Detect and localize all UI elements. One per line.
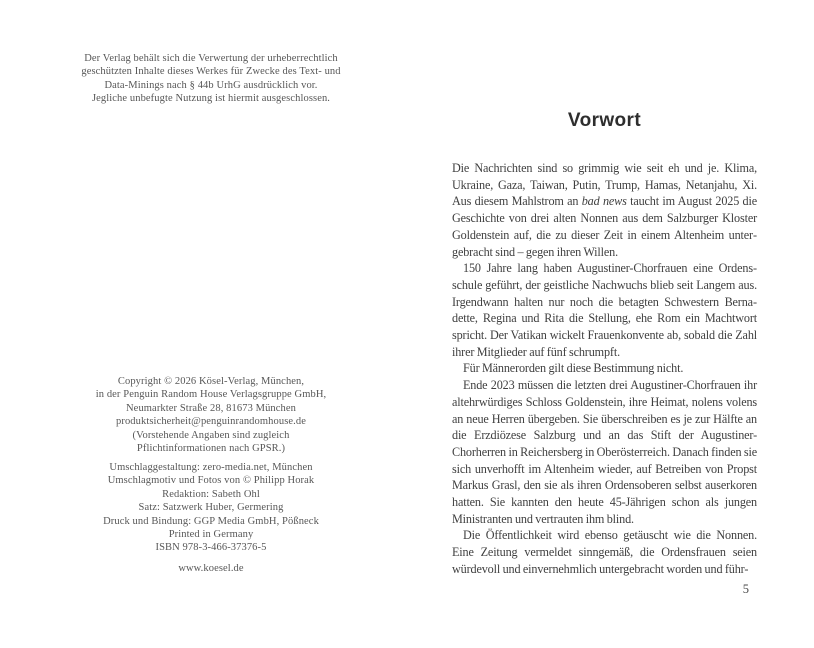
production-credits xyxy=(56,461,366,555)
text-line: Umschlagmotiv und Fotos von © Philipp Horak xyxy=(107,475,315,487)
text-run: Ende 2023 müssen die letzten drei Augustiner-Chorfrauen ihr altehrwürdiges Schloss Goldenstein, ihre Heimat, nolens volens an neue Herren übergeben. Sie überschreiben es je zur Hälfte an die Erzdiözese Salzburg und an das Stift der Augustiner-Chorherren in Reichersberg in Oberösterreich. Danach finden sie sich unverhofft im Altenheim wieder, auf Betreiben von Propst Markus Grasl, den sie als ihren Ordensoberen selbst auserkoren hatten. Sie kannten den heute 45-Jährigen schon als jungen Ministranten und vertrauten ihm blind. xyxy=(452,378,757,526)
paragraph xyxy=(452,260,757,360)
text-line: Neumarkter Straße 28, 81673 München xyxy=(126,402,296,414)
text-line: Pflichtinformationen nach GPSR.) xyxy=(136,443,286,455)
publisher-website: www.koesel.de xyxy=(178,563,244,574)
text-line: Satz: Satzwerk Huber, Germering xyxy=(138,502,284,514)
page-number: 5 xyxy=(742,582,749,596)
paragraph xyxy=(452,377,757,527)
text-run: Für Männerorden gilt diese Bestimmung nicht. xyxy=(463,361,684,376)
text-line: geschützten Inhalte dieses Werkes für Zwecke des Text- und xyxy=(81,66,341,78)
text-line: Data-Minings nach § 44b UrhG ausdrücklich vor. xyxy=(104,79,318,91)
text-run: 150 Jahre lang haben Augustiner-Chorfrauen eine Ordensschule geführt, der geistliche Nachwuchs blieb seit Langem aus. Irgendwann halten nur noch die betagten Schwestern Bernadette, Regina und Rita die Stellung, ehe Rom ein Machtwort spricht. Der Vatikan wickelt Frauenkonvente ab, sobald die Zahl ihrer Mitglieder auf fünf schrumpft. xyxy=(452,261,757,359)
text-line: Redaktion: Sabeth Ohl xyxy=(162,488,260,500)
text-line: Der Verlag behält sich die Verwertung der urheberrechtlich xyxy=(84,53,338,64)
body-text xyxy=(452,160,757,578)
text-run: taucht im August 2025 die Geschichte von drei alten Nonnen aus dem Salzburger Kloster Goldenstein auf, die zu dieser Zeit in einem Altenheim untergebracht sind – gegen ihren Willen. xyxy=(452,194,757,259)
text-line: Printed in Germany xyxy=(168,529,254,541)
rights-notice xyxy=(56,52,366,106)
copyright-block xyxy=(56,375,366,455)
text-run: Die Öffentlichkeit wird ebenso getäuscht wie die Nonnen. Eine Zeitung vermeldet sinngemäß, die Ordensfrauen seien würdevoll und einvernehmlich untergebracht worden und führ- xyxy=(452,528,757,576)
text-line: in der Penguin Random House Verlagsgruppe GmbH, xyxy=(95,389,327,401)
text-line: ISBN 978-3-466-37376-5 xyxy=(155,542,267,554)
vorwort-page xyxy=(407,0,814,648)
paragraph xyxy=(452,527,757,577)
text-line: Druck und Bindung: GGP Media GmbH, Pößneck xyxy=(103,515,319,527)
text-line: produktsicherheit@penguinrandomhouse.de xyxy=(116,416,306,428)
text-line: Umschlaggestaltung: zero-media.net, München xyxy=(109,462,313,473)
italic-run: bad news xyxy=(581,194,627,209)
paragraph xyxy=(452,360,757,377)
text-line: Copyright © 2026 Kösel-Verlag, München, xyxy=(117,376,305,387)
text-line: (Vorstehende Angaben sind zugleich xyxy=(132,429,290,441)
text-line: Jegliche unbefugte Nutzung ist hiermit ausgeschlossen. xyxy=(91,93,331,105)
text-run: Die Nachrichten sind so grimmig wie seit eh und je. Klima, Ukraine, Gaza, Taiwan, Putin, Trump, Hamas, Netanjahu, Xi. Aus diesem Mahlstrom an xyxy=(452,161,757,209)
chapter-heading: Vorwort xyxy=(567,110,642,131)
paragraph xyxy=(452,160,757,260)
